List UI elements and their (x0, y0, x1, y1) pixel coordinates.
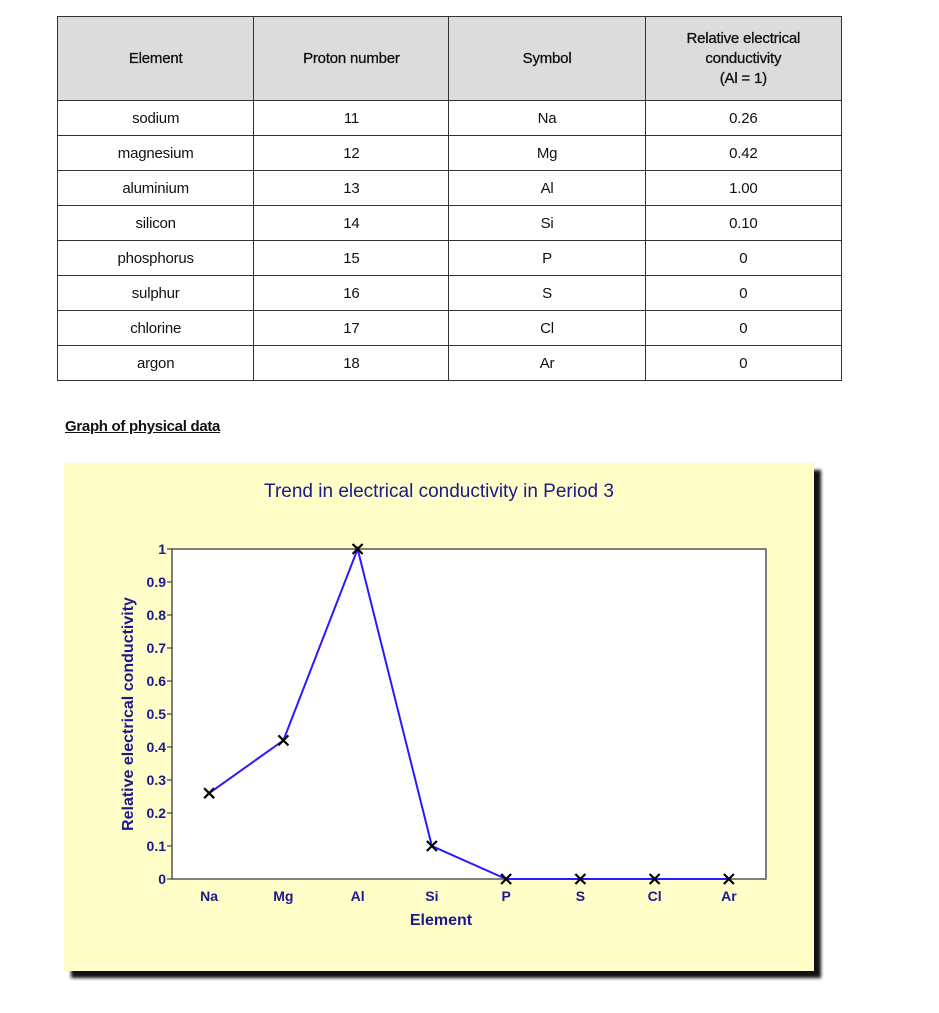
cell-proton-number: 13 (254, 171, 449, 206)
y-tick-label: 0 (158, 871, 166, 887)
cell-element: sulphur (58, 276, 254, 311)
x-tick-label: Na (200, 888, 219, 904)
y-axis-ticks (147, 541, 172, 887)
y-tick-label: 0.8 (146, 607, 166, 623)
cell-symbol: S (449, 276, 645, 311)
x-tick-label: P (501, 888, 511, 904)
plot-area (172, 549, 766, 879)
x-tick-label: Mg (273, 888, 294, 904)
y-tick-label: 0.9 (146, 574, 166, 590)
cell-symbol: Cl (449, 311, 645, 346)
cell-symbol: Na (449, 101, 645, 136)
cell-proton-number: 15 (254, 241, 449, 276)
x-axis-title: Element (409, 912, 473, 929)
cell-proton-number: 17 (254, 311, 449, 346)
cell-proton-number: 16 (254, 276, 449, 311)
y-tick-label: 0.7 (146, 640, 166, 656)
cell-conductivity: 0 (645, 276, 841, 311)
cell-conductivity: 0.26 (645, 101, 841, 136)
cell-conductivity: 0 (645, 311, 841, 346)
y-tick-label: 0.1 (146, 838, 166, 854)
cell-proton-number: 11 (254, 101, 449, 136)
cell-element: argon (58, 346, 254, 381)
y-tick-label: 1 (158, 541, 166, 557)
header-symbol: Symbol (449, 17, 645, 101)
cell-symbol: Al (449, 171, 645, 206)
y-tick-label: 0.5 (146, 706, 166, 722)
cell-conductivity: 1.00 (645, 171, 841, 206)
cell-conductivity: 0.42 (645, 136, 841, 171)
header-proton-number: Proton number (254, 17, 449, 101)
cell-conductivity: 0 (645, 241, 841, 276)
x-tick-label: Al (350, 888, 365, 904)
cell-conductivity: 0.10 (645, 206, 841, 241)
x-tick-label: S (575, 888, 586, 904)
header-conductivity-line3: (Al = 1) (719, 69, 767, 87)
chart-title: Trend in electrical conductivity in Period 3 (264, 481, 614, 502)
section-heading: Graph of physical data (65, 418, 221, 435)
x-tick-label: Cl (647, 888, 662, 904)
y-axis-title: Relative electrical conductivity (120, 597, 137, 831)
y-tick-label: 0.3 (146, 772, 166, 788)
cell-conductivity: 0 (645, 346, 841, 381)
x-tick-label: Ar (721, 888, 737, 904)
cell-proton-number: 18 (254, 346, 449, 381)
cell-element: sodium (58, 101, 254, 136)
cell-symbol: Ar (449, 346, 645, 381)
cell-element: phosphorus (58, 241, 254, 276)
header-conductivity-line1: Relative electrical (686, 29, 801, 47)
cell-proton-number: 14 (254, 206, 449, 241)
header-conductivity-line2: conductivity (705, 49, 782, 67)
y-tick-label: 0.2 (146, 805, 166, 821)
cell-proton-number: 12 (254, 136, 449, 171)
cell-symbol: P (449, 241, 645, 276)
cell-element: aluminium (58, 171, 254, 206)
cell-symbol: Si (449, 206, 645, 241)
x-axis-labels (200, 888, 737, 904)
cell-element: silicon (58, 206, 254, 241)
header-element: Element (58, 17, 254, 101)
y-tick-label: 0.4 (146, 739, 166, 755)
cell-symbol: Mg (449, 136, 645, 171)
x-tick-label: Si (425, 888, 439, 904)
cell-element: magnesium (58, 136, 254, 171)
y-tick-label: 0.6 (146, 673, 166, 689)
cell-element: chlorine (58, 311, 254, 346)
